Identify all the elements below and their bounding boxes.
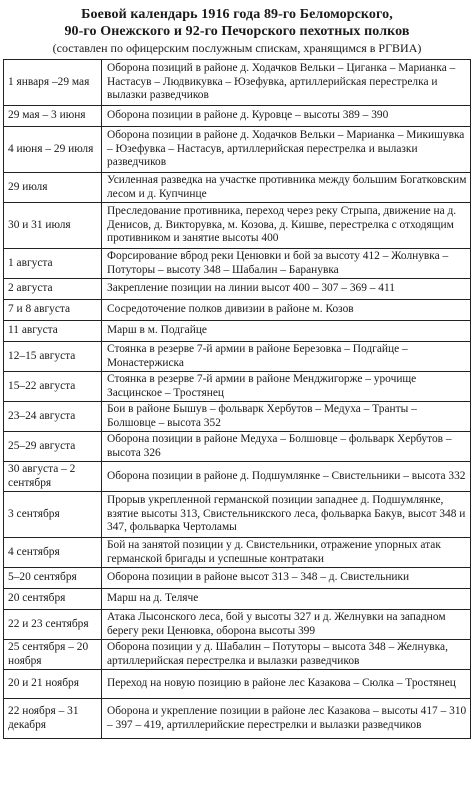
table-row: [4, 699, 471, 739]
date-cell: 4 июня – 29 июля: [4, 127, 102, 173]
table-row: [4, 589, 471, 610]
event-cell: Атака Лысонского леса, бой у высоты 327 и д. Желнувки на западном берегу реки Ценювка, оборона высоты 399: [102, 610, 471, 640]
table-body: [4, 60, 471, 739]
table-row: [4, 173, 471, 203]
date-cell: 23–24 августа: [4, 402, 102, 432]
table-row: [4, 568, 471, 589]
event-cell: Оборона позиции в районе д. Ходачков Вельки – Марианка – Микишувка – Юзефувка – Настасув, артиллерийская перестрелка и вылазки разведчиков: [102, 127, 471, 173]
date-cell: 30 и 31 июля: [4, 203, 102, 249]
table-row: [4, 321, 471, 342]
event-cell: Марш в м. Подгайце: [102, 321, 471, 342]
event-cell: Стоянка в резерве 7-й армии в районе Березовка – Подгайце – Монастержиска: [102, 342, 471, 372]
event-cell: Оборона позиции в районе высот 313 – 348 – д. Свистельники: [102, 568, 471, 589]
event-cell: Усиленная разведка на участке противника между большим Богатковским лесом и д. Купчинце: [102, 173, 471, 203]
date-cell: 7 и 8 августа: [4, 300, 102, 321]
event-cell: Марш на д. Теляче: [102, 589, 471, 610]
date-cell: 25–29 августа: [4, 432, 102, 462]
event-cell: Сосредоточение полков дивизии в районе м. Козов: [102, 300, 471, 321]
date-cell: 1 августа: [4, 249, 102, 279]
date-cell: 25 сентября – 20 ноября: [4, 640, 102, 670]
date-cell: 15–22 августа: [4, 372, 102, 402]
event-cell: Оборона позиций в районе д. Ходачков Вельки – Циганка – Марианка – Настасув – Людвикувка – Юзефувка, артиллерийская перестрелка и вылазки разведчиков: [102, 60, 471, 106]
event-cell: Бой на занятой позиции у д. Свистельники, отражение упорных атак германской бригады и успешные контратаки: [102, 538, 471, 568]
date-cell: 22 и 23 сентября: [4, 610, 102, 640]
event-cell: Оборона позиции в районе д. Куровце – высоты 389 – 390: [102, 106, 471, 127]
date-cell: 4 сентября: [4, 538, 102, 568]
table-row: [4, 127, 471, 173]
date-cell: 20 сентября: [4, 589, 102, 610]
date-cell: 12–15 августа: [4, 342, 102, 372]
table-row: [4, 640, 471, 670]
table-row: [4, 492, 471, 538]
subtitle: (составлен по офицерским послужным спискам, хранящимся в РГВИА): [52, 41, 422, 55]
event-cell: Прорыв укрепленной германской позиции западнее д. Подшумлянке, взятие высоты 313, Свистельникского леса, фольварка Бакув, высот 348 и 347, фольварка Чертоламы: [102, 492, 471, 538]
table-row: [4, 670, 471, 699]
title-line-1: Боевой календарь 1916 года 89-го Беломорского,: [81, 7, 393, 22]
date-cell: 3 сентября: [4, 492, 102, 538]
event-cell: Форсирование вброд реки Ценювки и бой за высоту 412 – Жолнувка – Потуторы – высоту 348 – Шабалин – Баранувка: [102, 249, 471, 279]
date-cell: 1 января –29 мая: [4, 60, 102, 106]
document-header: [0, 0, 474, 56]
event-cell: Оборона позиции у д. Шабалин – Потуторы – высота 348 – Желнувка, артиллерийская перестрелка и вылазки разведчиков: [102, 640, 471, 670]
event-cell: Стоянка в резерве 7-й армии в районе Менджигорже – урочище Засцинское – Тростянец: [102, 372, 471, 402]
table-row: [4, 610, 471, 640]
event-cell: Бои в районе Бышув – фольварк Хербутов – Медуха – Транты – Болшовце – высота 352: [102, 402, 471, 432]
event-cell: Оборона позиции в районе Медуха – Болшовце – фольварк Хербутов – высота 326: [102, 432, 471, 462]
event-cell: Оборона и укрепление позиции в районе лес Казакова – высоты 417 – 310 – 397 – 419, артиллерийские перестрелки и вылазки разведчиков: [102, 699, 471, 739]
table-row: [4, 279, 471, 300]
table-row: [4, 342, 471, 372]
event-cell: Преследование противника, переход через реку Стрыпа, движение на д. Денисов, д. Викторувка, м. Козова, д. Кишве, перестрелка с отходящим противником и занятие высоты 400: [102, 203, 471, 249]
table-row: [4, 462, 471, 492]
date-cell: 20 и 21 ноября: [4, 670, 102, 699]
event-cell: Оборона позиции в районе д. Подшумлянке – Свистельники – высота 332: [102, 462, 471, 492]
date-cell: 29 мая – 3 июня: [4, 106, 102, 127]
date-cell: 22 ноября – 31 декабря: [4, 699, 102, 739]
table-row: [4, 432, 471, 462]
table-row: [4, 249, 471, 279]
event-cell: Закрепление позиции на линии высот 400 – 307 – 369 – 411: [102, 279, 471, 300]
date-cell: 30 августа – 2 сентября: [4, 462, 102, 492]
table-row: [4, 538, 471, 568]
event-cell: Переход на новую позицию в районе лес Казакова – Сюлка – Тростянец: [102, 670, 471, 699]
battle-calendar-table: [3, 59, 471, 739]
title-line-2: 90-го Онежского и 92-го Печорского пехотных полков: [64, 24, 410, 39]
date-cell: 5–20 сентября: [4, 568, 102, 589]
table-row: [4, 300, 471, 321]
date-cell: 29 июля: [4, 173, 102, 203]
date-cell: 2 августа: [4, 279, 102, 300]
table-row: [4, 372, 471, 402]
date-cell: 11 августа: [4, 321, 102, 342]
table-row: [4, 402, 471, 432]
table-row: [4, 60, 471, 106]
table-row: [4, 203, 471, 249]
table-row: [4, 106, 471, 127]
